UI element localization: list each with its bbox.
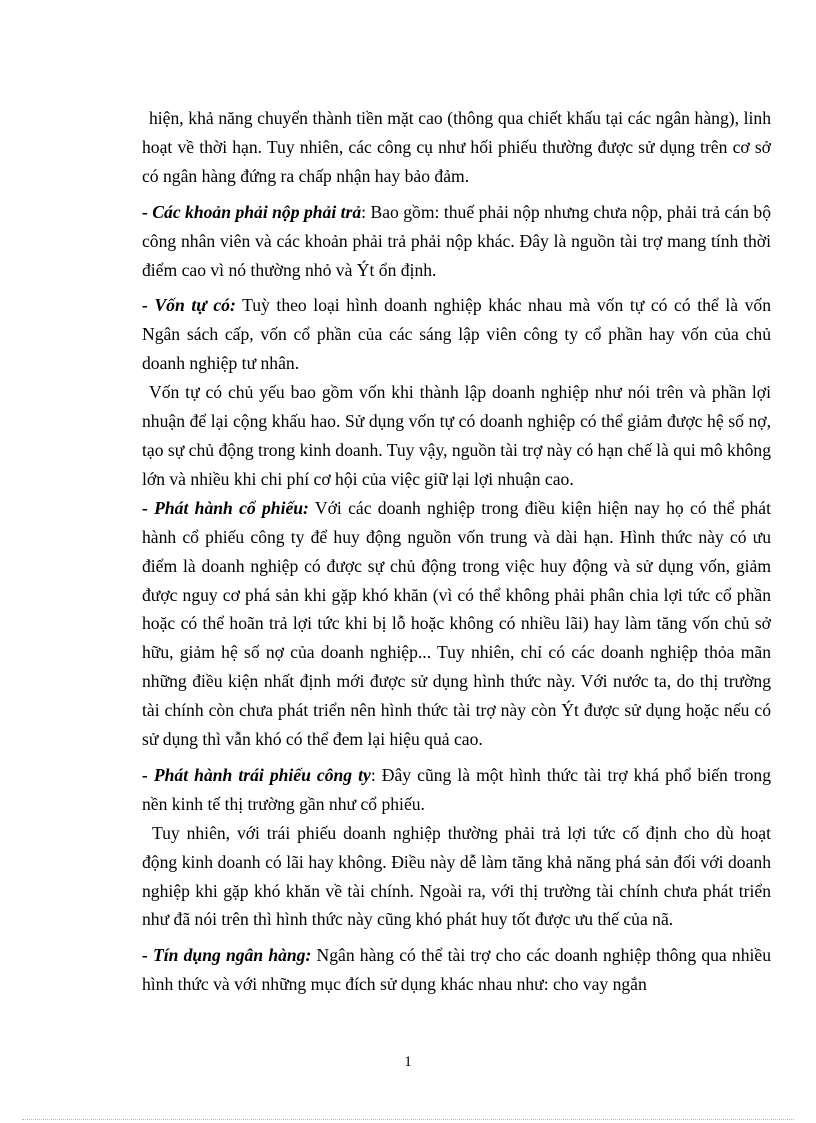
paragraph-text: Ngân hàng có thể tài trợ cho các doanh nghiệp thông qua nhiều hình thức và với những mục đích sử dụng khác nhau như: cho vay ngắn <box>142 945 771 995</box>
paragraph-bond-issue <box>142 761 771 819</box>
section-heading-bond-issue: - Phát hành trái phiếu công ty <box>142 764 371 785</box>
paragraph-own-capital <box>142 291 771 378</box>
section-heading-share-issue: - Phát hành cổ phiếu: <box>142 497 309 518</box>
paragraph-share-issue <box>142 494 771 754</box>
paragraph-text: hiện, khả năng chuyển thành tiền mặt cao (thông qua chiết khấu tại các ngân hàng), linh hoạt về thời hạn. Tuy nhiên, các công cụ như hối phiếu thường được sử dụng trên cơ sở có ngân hàng đứng ra chấp nhận hay bảo đảm. <box>142 108 771 186</box>
paragraph-text: : Bao gồm: thuế phải nộp nhưng chưa nộp, phải trả cán bộ công nhân viên và các khoản phải trả phải nộp khác. Đây là nguồn tài trợ mang tính thời điểm cao vì nó thường nhỏ và Ýt ổn định. <box>142 201 771 280</box>
paragraph-bank-credit <box>142 941 771 999</box>
paragraph-payables <box>142 198 771 285</box>
page-bottom-divider <box>22 1119 794 1120</box>
paragraph-text: Tuy nhiên, với trái phiếu doanh nghiệp thường phải trả lợi tức cố định cho dù hoạt động kinh doanh có lãi hay không. Điều này dễ làm tăng khả năng phá sản đối với doanh nghiệp khi gặp khó khăn về tài chính. Ngoài ra, với thị trường tài chính chưa phát triển như đã nói trên thì hình thức này cũng khó phát huy tốt được ưu thế của nã. <box>142 822 771 930</box>
paragraph-bond-detail <box>142 819 771 935</box>
section-heading-own-capital: - Vốn tự có: <box>142 295 236 316</box>
paragraph-text: Vốn tự có chủ yếu bao gồm vốn khi thành lập doanh nghiệp như nói trên và phần lợi nhuận để lại cộng khấu hao. Sử dụng vốn tự có doanh nghiệp có thể giảm được hệ số nợ, tạo sự chủ động trong kinh doanh. Tuy vậy, nguồn tài trợ này có hạn chế là qui mô không lớn và nhiều khi chi phí cơ hội của việc giữ lại lợi nhuận cao. <box>142 382 772 489</box>
paragraph-text: : Đây cũng là một hình thức tài trợ khá phổ biến trong nền kinh tế thị trường gần như cổ phiếu. <box>142 764 771 814</box>
section-heading-bank-credit: - Tín dụng ngân hàng: <box>142 945 312 966</box>
body-text <box>142 104 771 999</box>
page-number: 1 <box>404 1054 412 1070</box>
paragraph-own-capital-detail <box>142 378 771 494</box>
paragraph-text: Tuỳ theo loại hình doanh nghiệp khác nhau mà vốn tự có có thể là vốn Ngân sách cấp, vốn cổ phần của các sáng lập viên công ty cổ phần hay vốn của chủ doanh nghiệp tư nhân. <box>142 295 772 374</box>
paragraph-text: Với các doanh nghiệp trong điều kiện hiện nay họ có thể phát hành cổ phiếu công ty để huy động nguồn vốn trung và dài hạn. Hình thức này có ưu điểm là doanh nghiệp có được sự chủ động trong việc huy động và sử dụng vốn, giảm được nguy cơ phá sản khi gặp khó khăn (vì có thể không phải phân chia lợi tức cổ phần hoặc có thể hoãn trả lợi tức khi bị lỗ hoặc không có nhiều lãi) hay làm tăng vốn chủ sở hữu, giảm hệ số nợ của doanh nghiệp... Tuy nhiên, chỉ có các doanh nghiệp thỏa mãn những điều kiện nhất định mới được sử dụng hình thức này. Với nước ta, do thị trường tài chính còn chưa phát triển nên hình thức tài trợ này còn Ýt được sử dụng hoặc nếu có sử dụng thì vẫn khó có thể đem lại hiệu quả cao. <box>142 497 771 750</box>
section-heading-payables: - Các khoản phải nộp phải trả <box>142 201 362 222</box>
paragraph-continuation <box>142 104 771 191</box>
